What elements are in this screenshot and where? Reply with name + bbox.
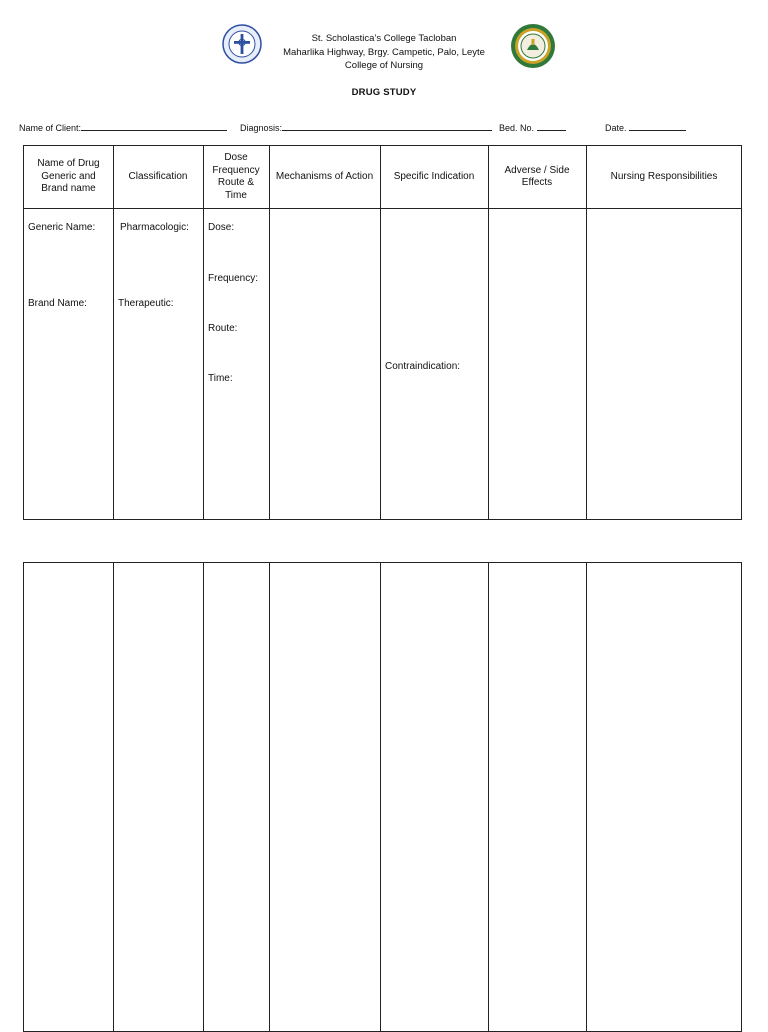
client-name-label: Name of Client: <box>19 123 82 133</box>
diagnosis-label: Diagnosis: <box>240 123 283 133</box>
bed-no-label: Bed. No. <box>499 123 535 133</box>
column-divider <box>586 563 587 1031</box>
page-title: DRUG STUDY <box>351 87 417 98</box>
column-divider <box>380 563 381 1031</box>
column-header-classification: Classification <box>128 170 188 182</box>
pharmacologic-label: Pharmacologic: <box>120 222 189 233</box>
date-line[interactable] <box>629 121 686 131</box>
column-header-drug-name: Name of Drug Generic and Brand name <box>37 158 100 195</box>
institution-header <box>264 32 504 73</box>
column-header-indication: Specific Indication <box>393 170 475 182</box>
bed-no-field[interactable] <box>499 121 566 133</box>
dose-label: Dose: <box>208 222 235 233</box>
school-address: Maharlika Highway, Brgy. Campetic, Palo, Leyte <box>283 46 485 58</box>
school-seal-icon <box>222 24 262 64</box>
brand-name-label: Brand Name: <box>28 298 87 309</box>
column-header-nursing-responsibilities: Nursing Responsibilities <box>610 170 718 182</box>
frequency-label: Frequency: <box>208 273 259 284</box>
bed-no-line[interactable] <box>537 121 566 131</box>
date-field[interactable] <box>605 121 686 133</box>
client-name-line[interactable] <box>81 121 227 131</box>
college-name: College of Nursing <box>344 60 424 71</box>
column-divider <box>113 563 114 1031</box>
contraindication-label: Contraindication: <box>385 361 461 372</box>
column-divider <box>488 563 489 1031</box>
column-header-mechanism: Mechanisms of Action <box>275 170 374 182</box>
drug-study-continuation-table <box>23 562 742 1032</box>
header-divider <box>24 208 741 209</box>
column-divider <box>269 563 270 1031</box>
nursing-seal-icon <box>510 23 556 69</box>
column-header-dose: Dose Frequency Route & Time <box>212 152 260 201</box>
column-divider <box>203 563 204 1031</box>
client-name-field[interactable] <box>19 121 227 133</box>
drug-study-table <box>23 145 742 520</box>
diagnosis-line[interactable] <box>282 121 492 131</box>
school-name: St. Scholastica’s College Tacloban <box>311 33 457 44</box>
time-label: Time: <box>208 373 233 384</box>
therapeutic-label: Therapeutic: <box>118 298 174 309</box>
route-label: Route: <box>208 323 238 334</box>
date-label: Date. <box>605 123 627 133</box>
generic-name-label: Generic Name: <box>28 222 96 233</box>
diagnosis-field[interactable] <box>240 121 492 133</box>
column-header-adverse-effects: Adverse / Side Effects <box>504 164 570 188</box>
